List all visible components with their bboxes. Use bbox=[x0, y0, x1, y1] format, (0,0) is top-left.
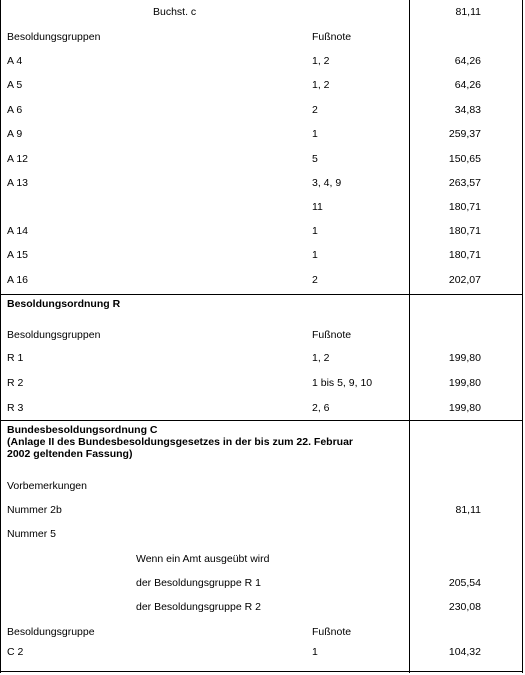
row-value: 180,71 bbox=[448, 225, 481, 237]
row-value: 202,07 bbox=[448, 274, 481, 286]
nummer-2b-value: 81,11 bbox=[455, 504, 481, 516]
section-divider-r bbox=[0, 294, 523, 295]
r1-value: 205,54 bbox=[448, 577, 481, 589]
section-title-r: Besoldungsordnung R bbox=[7, 298, 121, 310]
row-group: C 2 bbox=[7, 646, 24, 658]
header-note: Fußnote bbox=[312, 626, 352, 638]
header-note: Fußnote bbox=[312, 31, 352, 43]
header-group: Besoldungsgruppe bbox=[7, 626, 95, 638]
r2-label: der Besoldungsgruppe R 2 bbox=[136, 601, 261, 613]
top-value: 81,11 bbox=[455, 6, 481, 18]
row-note: 3, 4, 9 bbox=[312, 177, 342, 189]
column-divider bbox=[409, 0, 410, 673]
row-value: 199,80 bbox=[448, 377, 481, 389]
section-title-c-line3: 2002 geltenden Fassung) bbox=[7, 448, 133, 460]
row-group: A 4 bbox=[7, 55, 23, 67]
row-note: 5 bbox=[312, 153, 318, 165]
row-note: 1 bbox=[312, 249, 318, 261]
row-value: 104,32 bbox=[448, 646, 481, 658]
header-group: Besoldungsgruppen bbox=[7, 329, 101, 341]
row-value: 263,57 bbox=[448, 177, 481, 189]
row-note: 1, 2 bbox=[312, 352, 330, 364]
row-group: A 6 bbox=[7, 104, 23, 116]
header-note: Fußnote bbox=[312, 329, 352, 341]
row-value: 199,80 bbox=[448, 402, 481, 414]
row-value: 64,26 bbox=[454, 55, 481, 67]
row-group: R 2 bbox=[7, 377, 24, 389]
row-value: 259,37 bbox=[448, 128, 481, 140]
row-value: 180,71 bbox=[448, 249, 481, 261]
row-note: 2 bbox=[312, 104, 318, 116]
table-border-right bbox=[522, 0, 523, 673]
row-note: 11 bbox=[312, 201, 323, 213]
row-group: A 16 bbox=[7, 274, 29, 286]
row-note: 1, 2 bbox=[312, 79, 330, 91]
r1-label: der Besoldungsgruppe R 1 bbox=[136, 577, 261, 589]
section-title-c-line1: Bundesbesoldungsordnung C bbox=[7, 424, 158, 436]
row-group: R 1 bbox=[7, 352, 24, 364]
top-label: Buchst. c bbox=[153, 6, 197, 18]
row-note: 1 bbox=[312, 646, 318, 658]
section-title-c-line2: (Anlage II des Bundesbesoldungsgesetzes in der bis zum 22. Februar bbox=[7, 436, 353, 448]
header-group: Besoldungsgruppen bbox=[7, 31, 101, 43]
row-group: R 3 bbox=[7, 402, 24, 414]
row-note: 1 bbox=[312, 225, 318, 237]
amt-text: Wenn ein Amt ausgeübt wird bbox=[136, 553, 270, 565]
row-value: 199,80 bbox=[448, 352, 481, 364]
row-note: 2, 6 bbox=[312, 402, 330, 414]
row-value: 34,83 bbox=[454, 104, 481, 116]
row-value: 64,26 bbox=[454, 79, 481, 91]
row-group: A 12 bbox=[7, 153, 29, 165]
section-divider-c bbox=[0, 420, 523, 421]
r2-value: 230,08 bbox=[448, 601, 481, 613]
row-value: 150,65 bbox=[448, 153, 481, 165]
table-border-bottom bbox=[0, 671, 523, 672]
row-group: A 13 bbox=[7, 177, 29, 189]
row-group: A 9 bbox=[7, 128, 23, 140]
nummer-2b-label: Nummer 2b bbox=[7, 504, 62, 516]
row-group: A 5 bbox=[7, 79, 23, 91]
row-note: 1, 2 bbox=[312, 55, 330, 67]
row-group: A 14 bbox=[7, 225, 29, 237]
row-note: 1 bbox=[312, 128, 318, 140]
nummer-5-label: Nummer 5 bbox=[7, 528, 57, 540]
vorbemerkungen-label: Vorbemerkungen bbox=[7, 480, 87, 492]
row-note: 2 bbox=[312, 274, 318, 286]
table-border-left bbox=[0, 0, 1, 673]
row-group: A 15 bbox=[7, 249, 29, 261]
row-value: 180,71 bbox=[448, 201, 481, 213]
row-note: 1 bis 5, 9, 10 bbox=[312, 377, 373, 389]
